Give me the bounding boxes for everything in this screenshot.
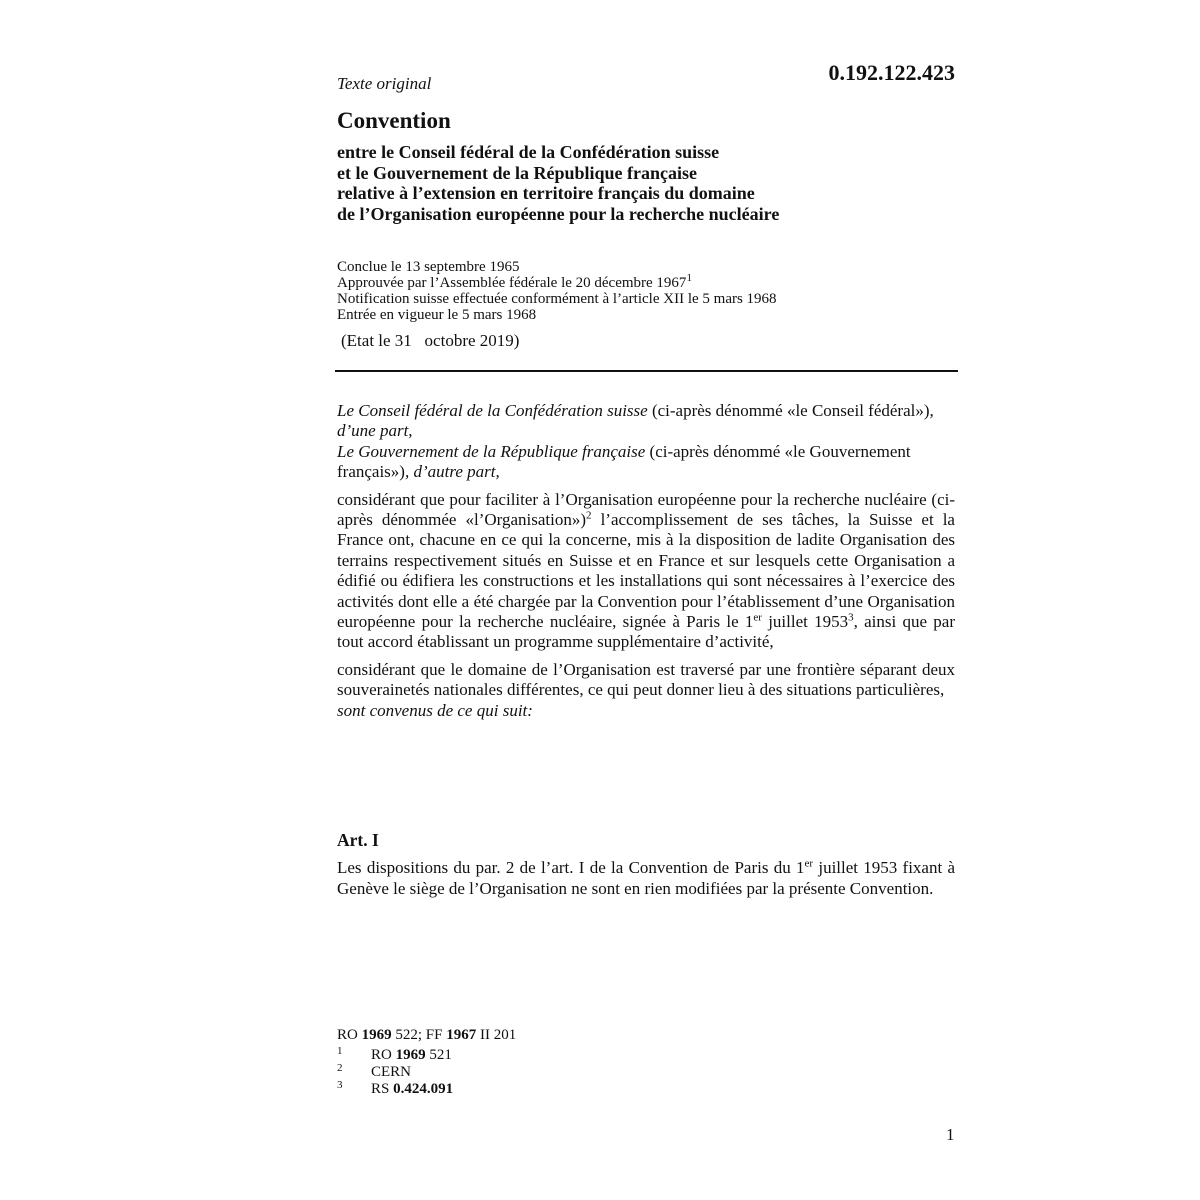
source-part: RO <box>337 1027 362 1043</box>
article-text-part: Les dispositions du par. 2 de l’art. I de la Convention de Paris du 1 <box>337 858 805 877</box>
subtitle-line: et le Gouvernement de la République française <box>337 162 697 183</box>
header-label: Texte original <box>337 74 432 93</box>
article-text <box>337 858 955 899</box>
footnote-text <box>371 1064 411 1081</box>
metadata-block <box>337 259 957 323</box>
ordinal-suffix: er <box>753 611 762 624</box>
state-date: (Etat le 31 octobre 2019) <box>341 331 520 350</box>
source-part: 522; FF <box>391 1027 447 1043</box>
party-suffix: , d’une part, <box>337 401 934 441</box>
source-part: 1969 <box>361 1027 392 1043</box>
source-part: II 201 <box>476 1027 517 1043</box>
preamble <box>337 401 955 721</box>
in-force-date: Entrée en vigueur le 5 mars 1968 <box>337 307 537 323</box>
footnote-part: 1969 <box>395 1047 426 1063</box>
footnote-part: RS <box>371 1081 394 1097</box>
article-text-part: juillet 1953 fixant à Genève le siège de l’Organisation ne sont en rien modifiées par la présente Convention. <box>337 858 956 898</box>
subtitle-line: de l’Organisation européenne pour la recherche nucléaire <box>337 203 780 224</box>
party-name: Le Gouvernement de la République française <box>337 441 646 461</box>
footnote-part: CERN <box>371 1064 412 1080</box>
ordinal-suffix: er <box>804 857 814 870</box>
preamble-considerant-2: considérant que le domaine de l’Organisation est traversé par une frontière séparant deux souverainetés nationales différentes, ce qui peut donner lieu à des situations particulières, <box>337 659 955 700</box>
preamble-considerant-1 <box>337 490 955 653</box>
sr-number: 0.192.122.423 <box>828 60 955 85</box>
article-heading: Art. I <box>337 830 379 850</box>
footnote-ref[interactable]: 3 <box>848 611 854 624</box>
footnote-part: 0.424.091 <box>393 1081 454 1097</box>
footnote-ref[interactable]: 1 <box>686 272 692 284</box>
footnote-number: 3 <box>337 1079 343 1091</box>
subtitle-line: relative à l’extension en territoire français du domaine <box>337 183 755 203</box>
footnote-number: 2 <box>337 1062 343 1074</box>
page-number: 1 <box>946 1125 955 1144</box>
party-name: Le Conseil fédéral de la Confédération suisse <box>337 401 648 420</box>
footnote-part: RO <box>371 1047 396 1063</box>
separator-rule <box>335 370 958 372</box>
approved-text: Approuvée par l’Assemblée fédérale le 20 décembre 1967 <box>337 275 687 291</box>
preamble-party-2 <box>337 442 955 483</box>
party-designation: (ci-après dénommé «le Conseil fédéral») <box>647 401 930 420</box>
party-suffix: , d’autre part, <box>404 462 500 482</box>
party-designation: (ci-après dénommé «le Gouvernement français») <box>337 441 911 482</box>
approved-date <box>337 272 957 291</box>
considerant-text: l’accomplissement de ses tâches, la Suisse et la France ont, chacune en ce qui la concerne, mis à la disposition de ladite Organisation des terrains respectivement situés en Suisse et en France et sur lesquels cette Organisation a édifié ou édifiera les constructions et les installations qui sont nécessaires à l’exercice des activités dont elle a été chargée par la Convention pour l’établissement d’une Organisation européenne pour la recherche nucléaire, signée à Paris le 1 <box>337 510 955 632</box>
preamble-agreement: sont convenus de ce qui suit: <box>337 700 533 720</box>
concluded-date: Conclue le 13 septembre 1965 <box>337 259 520 275</box>
preamble-party-1 <box>337 401 955 442</box>
source-reference <box>337 1027 516 1044</box>
footnote-part: 521 <box>425 1047 452 1063</box>
subtitle-line: entre le Conseil fédéral de la Confédération suisse <box>337 142 720 162</box>
source-part: 1967 <box>446 1027 477 1043</box>
document-subtitle <box>337 142 957 224</box>
footnote-ref[interactable]: 2 <box>586 509 592 522</box>
considerant-text: considérant que pour faciliter à l’Organisation européenne pour la recherche nucléaire (ci-après dénommée «l’Organisation») <box>337 489 955 530</box>
footnote-text <box>371 1047 452 1064</box>
considerant-text: juillet 1953 <box>761 612 849 632</box>
footnote-text <box>371 1081 453 1098</box>
document-title: Convention <box>337 108 451 133</box>
notification-line: Notification suisse effectuée conformément à l’article XII le 5 mars 1968 <box>337 291 777 307</box>
footnote-number: 1 <box>337 1045 343 1057</box>
considerant-text: , ainsi que par tout accord établissant un programme supplémentaire d’activité, <box>337 612 955 652</box>
